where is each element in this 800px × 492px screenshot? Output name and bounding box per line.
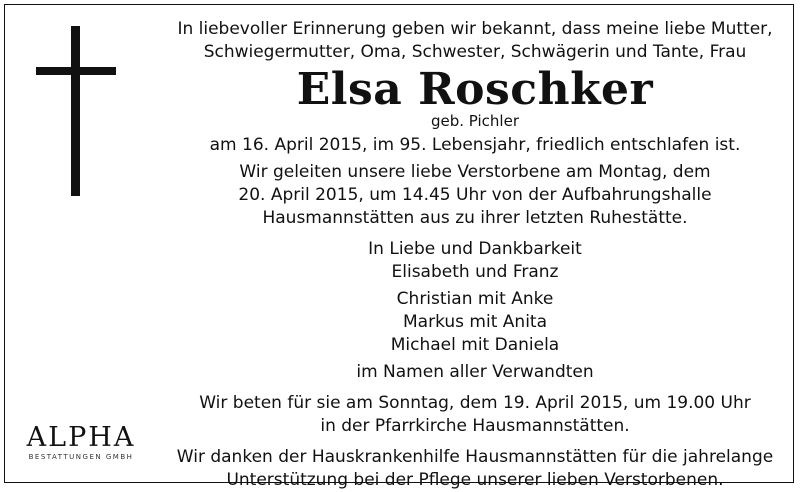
- mourner-name: Markus mit Anita: [403, 312, 547, 332]
- notice-text: [140, 18, 800, 492]
- thanks-line: Wir danken der Hauskrankenhilfe Hausmannstätten für die jahrelange: [176, 447, 774, 467]
- funeral-line: 20. April 2015, um 14.45 Uhr von der Aufbahrungshalle: [238, 185, 712, 205]
- death-line: am 16. April 2015, im 95. Lebensjahr, friedlich entschlafen ist.: [209, 135, 741, 155]
- funeral-line: Hausmannstätten aus zu ihrer letzten Ruhestätte.: [262, 208, 688, 228]
- mourner-name: Christian mit Anke: [396, 289, 554, 309]
- logo-subtitle: BESTATTUNGEN GMBH: [28, 453, 134, 461]
- funeral-home-logo: [22, 424, 140, 462]
- deceased-name: Elsa Roschker: [296, 64, 654, 115]
- intro-line: Schwiegermutter, Oma, Schwester, Schwägerin und Tante, Frau: [203, 42, 747, 62]
- thanks-line: Unterstützung bei der Pflege unserer lieben Verstorbenen.: [226, 470, 724, 490]
- funeral-line: Wir geleiten unsere liebe Verstorbene am Montag, dem: [239, 162, 711, 182]
- birth-name: geb. Pichler: [430, 112, 519, 130]
- intro-line: In liebevoller Erinnerung geben wir bekannt, dass meine liebe Mutter,: [177, 19, 773, 39]
- logo-wordmark: ALPHA: [26, 422, 136, 453]
- mourners-closing: im Namen aller Verwandten: [356, 362, 594, 382]
- mourner-name: Elisabeth und Franz: [391, 262, 559, 282]
- mourners-heading: In Liebe und Dankbarkeit: [368, 239, 582, 259]
- mourner-name: Michael mit Daniela: [390, 335, 560, 355]
- cross-icon: [36, 26, 116, 196]
- prayer-line: in der Pfarrkirche Hausmannstätten.: [320, 416, 630, 436]
- prayer-line: Wir beten für sie am Sonntag, dem 19. April 2015, um 19.00 Uhr: [199, 393, 751, 413]
